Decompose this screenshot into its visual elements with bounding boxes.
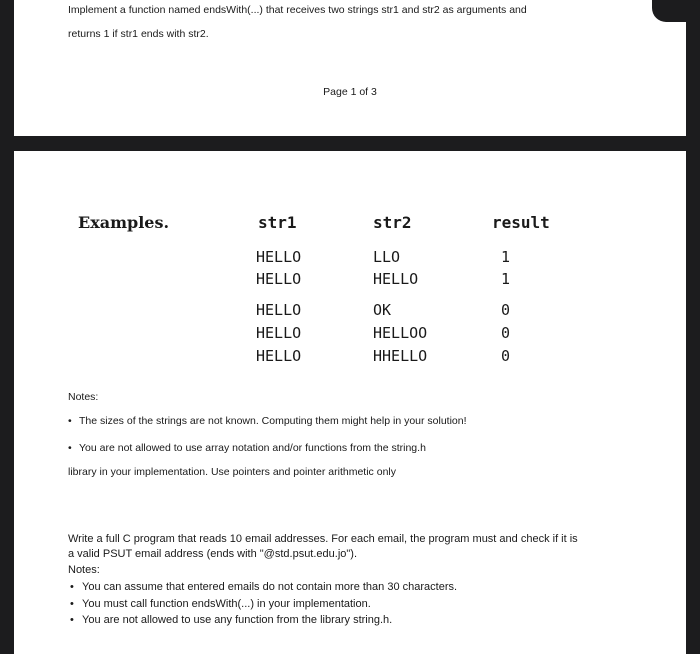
document-page-2 (14, 151, 686, 654)
example-row (14, 248, 686, 270)
example-result: 0 (501, 301, 511, 319)
task-text-line-1: Write a full C program that reads 10 email addresses. For each email, the program must and check if it is (68, 533, 578, 545)
bullet-marker: • (70, 614, 74, 626)
example-result: 1 (501, 248, 511, 266)
task-note-item (68, 581, 457, 593)
example-str1: HELLO (256, 347, 302, 365)
notes-title: Notes: (68, 391, 99, 403)
note-text: The sizes of the strings are not known. Computing them might help in your solution! (79, 415, 467, 427)
task-notes-title: Notes: (68, 564, 100, 576)
column-header-str1: str1 (258, 213, 297, 232)
note-continuation: library in your implementation. Use pointers and pointer arithmetic only (68, 466, 396, 478)
page-indicator: Page 1 of 3 (323, 86, 377, 98)
example-str1: HELLO (256, 301, 302, 319)
question-text-line-2: returns 1 if str1 ends with str2. (68, 28, 209, 40)
task-text-line-2: a valid PSUT email address (ends with "@std.psut.edu.jo"). (68, 548, 358, 560)
example-str1: HELLO (256, 248, 302, 266)
example-row (14, 301, 686, 323)
task-note-item (68, 598, 371, 610)
example-str1: HELLO (256, 324, 302, 342)
task-note-text: You can assume that entered emails do not contain more than 30 characters. (82, 581, 458, 593)
example-str2: HELLOO (373, 324, 428, 342)
example-str2: HHELLO (373, 347, 428, 365)
example-str1: HELLO (256, 270, 302, 288)
corner-overlay (652, 0, 700, 22)
bullet-marker: • (70, 598, 74, 610)
example-str2: OK (373, 301, 392, 319)
note-item (68, 415, 467, 427)
question-text-line-1: Implement a function named endsWith(...) that receives two strings str1 and str2 as arguments and (68, 4, 527, 16)
document-page-1 (14, 0, 686, 136)
example-row (14, 347, 686, 369)
task-note-text: You must call function endsWith(...) in your implementation. (82, 598, 371, 610)
example-row (14, 270, 686, 292)
note-item (68, 442, 426, 454)
example-row (14, 324, 686, 346)
bullet-marker: • (68, 415, 72, 427)
column-header-result: result (492, 213, 550, 232)
task-note-item (68, 614, 392, 626)
note-text: You are not allowed to use array notation and/or functions from the string.h (79, 442, 426, 454)
example-str2: LLO (373, 248, 401, 266)
examples-label: Examples. (78, 213, 170, 232)
bullet-marker: • (68, 442, 72, 454)
task-note-text: You are not allowed to use any function from the library string.h. (82, 614, 393, 626)
example-str2: HELLO (373, 270, 419, 288)
example-result: 1 (501, 270, 511, 288)
example-result: 0 (501, 324, 511, 342)
example-result: 0 (501, 347, 511, 365)
column-header-str2: str2 (373, 213, 412, 232)
bullet-marker: • (70, 581, 74, 593)
